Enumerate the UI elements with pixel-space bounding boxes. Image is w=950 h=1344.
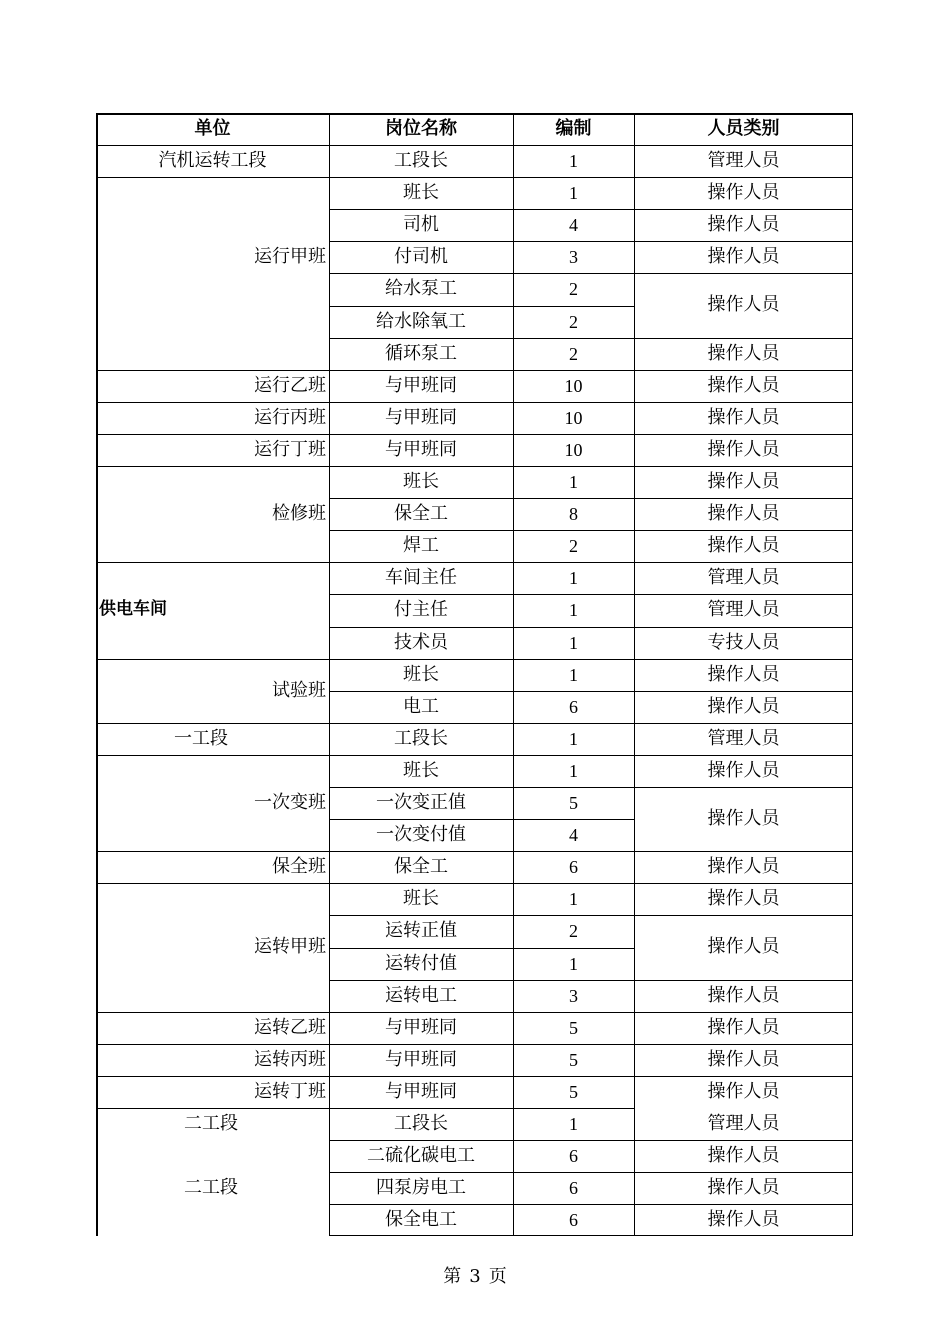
category-cell: 操作人员 [707, 438, 780, 460]
post-cell: 四泵房电工 [376, 1177, 466, 1199]
quota-cell: 2 [569, 279, 578, 300]
category-cell: 操作人员 [707, 856, 780, 878]
unit-cell: 一次变班 [254, 792, 326, 814]
col-divider [513, 113, 514, 1236]
row-rule [329, 948, 634, 949]
quota-cell: 5 [569, 793, 578, 814]
post-cell: 二硫化碳电工 [367, 1145, 475, 1167]
border-left [96, 113, 98, 1236]
category-rule [634, 915, 853, 916]
quota-cell: 1 [569, 183, 578, 204]
category-rule [634, 562, 853, 563]
page-number: 3 [469, 1266, 481, 1287]
category-cell: 管理人员 [707, 150, 780, 172]
row-rule [329, 627, 634, 628]
unit-cell: 试验班 [272, 679, 326, 701]
page-footer [0, 1262, 950, 1288]
post-cell: 给水除氧工 [376, 310, 466, 332]
quota-cell: 10 [564, 375, 583, 396]
footer-prefix: 第 [443, 1266, 462, 1287]
post-cell: 保全工 [394, 503, 448, 525]
unit-rule [96, 434, 329, 435]
category-rule [634, 1012, 853, 1013]
unit-cell: 运行丁班 [254, 438, 326, 460]
row-rule [329, 209, 634, 210]
category-cell: 管理人员 [707, 727, 780, 749]
quota-cell: 4 [569, 825, 578, 846]
post-cell: 与甲班同 [385, 1080, 457, 1102]
row-rule [329, 530, 634, 531]
category-cell: 操作人员 [707, 1209, 780, 1231]
unit-cell: 运转丁班 [254, 1080, 326, 1102]
unit-cell: 运转乙班 [254, 1016, 326, 1038]
post-cell: 车间主任 [385, 567, 457, 589]
unit-rule [96, 883, 329, 884]
unit-cell: 检修班 [272, 503, 326, 525]
quota-cell: 6 [569, 1210, 578, 1231]
quota-cell: 8 [569, 504, 578, 525]
category-cell: 管理人员 [707, 567, 780, 589]
row-rule [329, 1140, 634, 1141]
category-rule [634, 338, 853, 339]
quota-cell: 2 [569, 921, 578, 942]
quota-cell: 5 [569, 1017, 578, 1038]
unit-rule [96, 177, 329, 178]
border-bottom [329, 1235, 853, 1237]
category-rule [634, 1204, 853, 1205]
post-cell: 运转付值 [385, 952, 457, 974]
category-rule [634, 594, 853, 595]
post-cell: 班长 [403, 888, 439, 910]
post-cell: 电工 [403, 695, 439, 717]
category-rule [634, 691, 853, 692]
post-cell: 运转电工 [385, 984, 457, 1006]
row-rule [329, 851, 634, 852]
row-rule [329, 466, 634, 467]
unit-rule [96, 1012, 329, 1013]
post-cell: 与甲班同 [385, 438, 457, 460]
row-rule [329, 306, 634, 307]
category-cell: 操作人员 [707, 214, 780, 236]
post-cell: 与甲班同 [385, 374, 457, 396]
unit-rule [96, 466, 329, 467]
category-cell: 操作人员 [707, 503, 780, 525]
post-cell: 与甲班同 [385, 1016, 457, 1038]
category-cell: 操作人员 [707, 246, 780, 268]
quota-cell: 1 [569, 568, 578, 589]
row-rule [329, 1044, 634, 1045]
category-cell: 操作人员 [707, 374, 780, 396]
unit-cell: 供电车间 [99, 599, 167, 620]
unit-cell: 保全班 [272, 856, 326, 878]
category-rule [634, 1140, 853, 1141]
category-rule [634, 241, 853, 242]
footer-suffix: 页 [488, 1266, 507, 1287]
row-rule [329, 273, 634, 274]
category-rule [634, 177, 853, 178]
category-cell: 操作人员 [707, 695, 780, 717]
post-cell: 与甲班同 [385, 406, 457, 428]
row-rule [329, 915, 634, 916]
category-rule [634, 1172, 853, 1173]
unit-rule [96, 1076, 329, 1077]
unit-rule [96, 723, 329, 724]
category-rule [634, 434, 853, 435]
quota-cell: 5 [569, 1049, 578, 1070]
header-quota: 编制 [555, 118, 592, 139]
quota-cell: 5 [569, 1081, 578, 1102]
post-cell: 付主任 [394, 599, 448, 621]
category-rule [634, 627, 853, 628]
category-rule [634, 209, 853, 210]
row-rule [329, 980, 634, 981]
post-cell: 一次变正值 [376, 792, 466, 814]
category-rule [634, 755, 853, 756]
row-rule [329, 1108, 634, 1109]
category-cell: 操作人员 [707, 406, 780, 428]
category-cell: 操作人员 [707, 471, 780, 493]
category-cell: 操作人员 [707, 1177, 780, 1199]
quota-cell: 1 [569, 664, 578, 685]
row-rule [329, 691, 634, 692]
category-rule [634, 1044, 853, 1045]
col-divider [329, 113, 330, 1236]
quota-cell: 3 [569, 985, 578, 1006]
post-cell: 司机 [403, 214, 439, 236]
quota-cell: 10 [564, 439, 583, 460]
quota-cell: 10 [564, 407, 583, 428]
category-cell: 操作人员 [707, 1145, 780, 1167]
unit-rule [96, 851, 329, 852]
post-cell: 技术员 [394, 631, 448, 653]
row-rule [329, 370, 634, 371]
category-rule [634, 530, 853, 531]
category-cell: 操作人员 [707, 1048, 780, 1070]
post-cell: 班长 [403, 759, 439, 781]
quota-cell: 1 [569, 953, 578, 974]
category-cell: 操作人员 [707, 342, 780, 364]
unit-rule [96, 370, 329, 371]
quota-cell: 1 [569, 889, 578, 910]
quota-cell: 6 [569, 1178, 578, 1199]
category-rule [634, 370, 853, 371]
unit-cell: 一工段 [174, 727, 228, 749]
row-rule [329, 177, 634, 178]
category-cell: 操作人员 [707, 808, 780, 830]
post-cell: 焊工 [403, 535, 439, 557]
row-rule [329, 819, 634, 820]
post-cell: 运转正值 [385, 920, 457, 942]
header-rule [96, 145, 853, 146]
unit-rule [96, 755, 329, 756]
row-rule [329, 1204, 634, 1205]
row-rule [329, 338, 634, 339]
post-cell: 班长 [403, 663, 439, 685]
border-top [96, 113, 853, 115]
post-cell: 工段长 [394, 150, 448, 172]
post-cell: 循环泵工 [385, 342, 457, 364]
row-rule [329, 402, 634, 403]
unit-cell: 运转丙班 [254, 1048, 326, 1070]
staffing-table [96, 113, 853, 1236]
header-category: 人员类别 [707, 118, 780, 139]
row-rule [329, 755, 634, 756]
quota-cell: 1 [569, 472, 578, 493]
category-cell: 操作人员 [707, 294, 780, 316]
quota-cell: 2 [569, 311, 578, 332]
post-cell: 工段长 [394, 1113, 448, 1135]
border-right [852, 113, 854, 1236]
quota-cell: 6 [569, 696, 578, 717]
row-rule [329, 787, 634, 788]
unit-cell: 汽机运转工段 [158, 150, 267, 172]
unit-rule [96, 1044, 329, 1045]
quota-cell: 2 [569, 536, 578, 557]
category-rule [634, 402, 853, 403]
quota-cell: 4 [569, 215, 578, 236]
quota-cell: 2 [569, 343, 578, 364]
header-post: 岗位名称 [385, 118, 457, 139]
unit-cell: 运行丙班 [254, 406, 326, 428]
category-cell: 操作人员 [707, 1016, 780, 1038]
category-rule [634, 723, 853, 724]
row-rule [329, 562, 634, 563]
category-rule [634, 498, 853, 499]
category-cell: 操作人员 [707, 759, 780, 781]
category-cell: 专技人员 [707, 631, 780, 653]
quota-cell: 1 [569, 760, 578, 781]
post-cell: 工段长 [394, 727, 448, 749]
category-rule [634, 1076, 853, 1077]
quota-cell: 1 [569, 151, 578, 172]
unit-cell: 二工段 [184, 1177, 238, 1199]
unit-rule [96, 402, 329, 403]
row-rule [329, 1012, 634, 1013]
category-cell: 操作人员 [707, 1080, 780, 1102]
quota-cell: 6 [569, 1146, 578, 1167]
category-rule [634, 787, 853, 788]
unit-cell: 运行乙班 [254, 374, 326, 396]
row-rule [329, 1076, 634, 1077]
post-cell: 保全电工 [385, 1209, 457, 1231]
quota-cell: 6 [569, 857, 578, 878]
row-rule [329, 1172, 634, 1173]
post-cell: 付司机 [394, 246, 448, 268]
category-rule [634, 466, 853, 467]
unit-rule [96, 1108, 329, 1109]
category-rule [634, 273, 853, 274]
row-rule [329, 498, 634, 499]
col-divider [634, 113, 635, 1236]
unit-cell: 运转甲班 [254, 936, 326, 958]
unit-cell: 二工段 [184, 1113, 238, 1135]
category-cell: 操作人员 [707, 663, 780, 685]
quota-cell: 1 [569, 600, 578, 621]
category-cell: 操作人员 [707, 535, 780, 557]
category-rule [634, 659, 853, 660]
post-cell: 保全工 [394, 856, 448, 878]
quota-cell: 1 [569, 632, 578, 653]
unit-cell: 运行甲班 [254, 246, 326, 268]
row-rule [329, 434, 634, 435]
post-cell: 与甲班同 [385, 1048, 457, 1070]
category-rule [634, 980, 853, 981]
post-cell: 班长 [403, 182, 439, 204]
row-rule [329, 594, 634, 595]
header-unit: 单位 [194, 118, 231, 139]
category-cell: 操作人员 [707, 936, 780, 958]
category-cell: 管理人员 [707, 1113, 780, 1135]
quota-cell: 1 [569, 1114, 578, 1135]
row-rule [329, 241, 634, 242]
category-rule [634, 883, 853, 884]
row-rule [329, 659, 634, 660]
unit-rule [96, 659, 329, 660]
post-cell: 班长 [403, 471, 439, 493]
post-cell: 一次变付值 [376, 824, 466, 846]
category-cell: 操作人员 [707, 984, 780, 1006]
post-cell: 给水泵工 [385, 278, 457, 300]
category-cell: 管理人员 [707, 599, 780, 621]
quota-cell: 1 [569, 728, 578, 749]
row-rule [329, 883, 634, 884]
category-cell: 操作人员 [707, 182, 780, 204]
category-cell: 操作人员 [707, 888, 780, 910]
unit-rule [96, 562, 329, 563]
row-rule [329, 723, 634, 724]
category-rule [634, 851, 853, 852]
quota-cell: 3 [569, 247, 578, 268]
